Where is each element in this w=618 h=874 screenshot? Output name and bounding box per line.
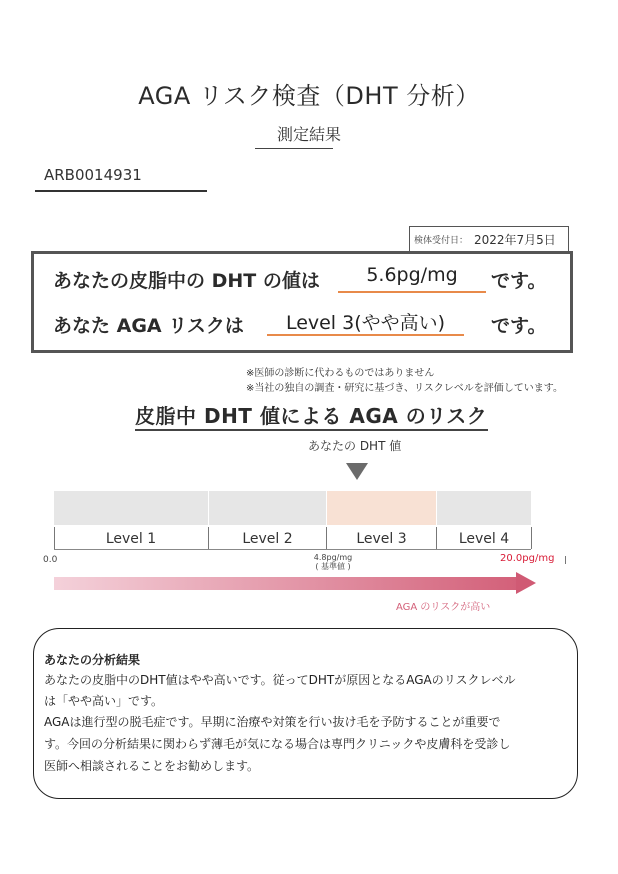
analysis-line: AGAは進行型の脱毛症です。早期に治療や対策を行い抜け毛を予防することが重要で — [44, 715, 501, 729]
analysis-line: は「やや高い」です。 — [44, 694, 164, 708]
level-3-segment — [327, 491, 436, 525]
analysis-title: あなたの分析結果 — [44, 653, 141, 667]
receipt-date-value: 2022年7月5日 — [474, 233, 556, 247]
specimen-id: ARB0014931 — [44, 166, 142, 184]
risk-arrow-bar — [54, 577, 518, 590]
risk-arrow-head-icon — [516, 572, 536, 594]
specimen-id-underline — [35, 190, 207, 192]
receipt-date-label: 検体受付日： — [414, 236, 469, 246]
dht-value: 5.6pg/mg — [366, 264, 458, 286]
axis-reference-label — [298, 553, 368, 571]
level-1-label: Level 1 — [105, 531, 157, 547]
risk-level-prefix: あなた AGA リスクは — [53, 315, 244, 337]
subtitle-underline — [255, 148, 333, 149]
dht-value-prefix: あなたの皮脂中の DHT の値は — [53, 270, 320, 292]
scale-axis-line — [54, 549, 531, 550]
analysis-line: あなたの皮脂中のDHT値はやや高いです。従ってDHTが原因となるAGAのリスクレベル — [44, 673, 516, 687]
page-subtitle: 測定結果 — [276, 125, 341, 144]
level-4-segment — [437, 491, 531, 525]
risk-scale-title-underline — [135, 429, 488, 431]
axis-min-label: 0.0 — [43, 555, 58, 565]
level-divider — [531, 527, 532, 549]
level-1-segment — [54, 491, 208, 525]
risk-level-value: Level 3(やや高い) — [285, 312, 446, 334]
marker-label: あなたの DHT 値 — [308, 439, 402, 453]
dht-value-underline — [338, 291, 486, 293]
analysis-line: す。今回の分析結果に関わらず薄毛が気になる場合は専門クリニックや皮膚科を受診し — [44, 737, 511, 751]
page-title: AGA リスク検査（DHT 分析） — [138, 82, 480, 110]
axis-reference-value: 4.8pg/mg — [313, 553, 353, 562]
dht-value-suffix: です。 — [491, 270, 547, 292]
disclaimer-note-2: ※当社の独自の調査・研究に基づき、リスクレベルを評価しています。 — [246, 383, 563, 394]
risk-scale-title: 皮脂中 DHT 値による AGA のリスク — [135, 404, 488, 428]
current-level-marker-icon — [346, 463, 368, 480]
level-3-label: Level 3 — [356, 531, 407, 547]
risk-arrow-caption: AGA のリスクが高い — [396, 602, 491, 613]
risk-level-suffix: です。 — [491, 315, 547, 337]
level-2-segment — [209, 491, 326, 525]
axis-end-tick — [565, 556, 566, 564]
risk-level-underline — [267, 334, 464, 336]
analysis-line: 医師へ相談されることをお勧めします。 — [44, 759, 260, 773]
level-2-label: Level 2 — [242, 531, 293, 547]
axis-reference-caption: ( 基準値 ) — [315, 562, 351, 571]
level-4-label: Level 4 — [458, 531, 510, 547]
axis-max-label: 20.0pg/mg — [500, 553, 555, 564]
disclaimer-note-1: ※医師の診断に代わるものではありません — [246, 368, 435, 379]
